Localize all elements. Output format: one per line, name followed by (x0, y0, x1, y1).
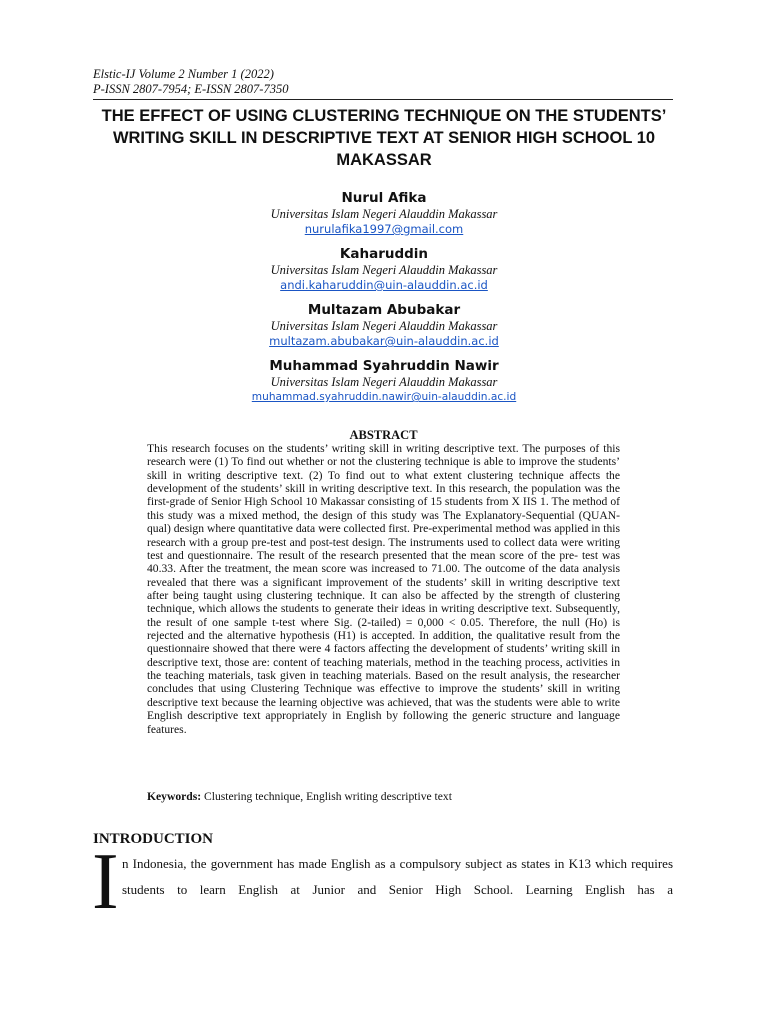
header-divider (93, 99, 673, 100)
author-name: Multazam Abubakar (307, 302, 461, 318)
drop-cap: I (92, 838, 119, 926)
author-affiliation: Universitas Islam Negeri Alauddin Makassar (270, 263, 498, 277)
keywords-text: Clustering technique, English writing descriptive text (201, 790, 452, 803)
paper-title: THE EFFECT OF USING CLUSTERING TECHNIQUE ON THE STUDENTS’ WRITING SKILL IN DESCRIPTIVE TEXT AT SENIOR HIGH SCHOOL 10 MAKASSAR (101, 107, 667, 169)
abstract-text: This research focuses on the students’ writing skill in writing descriptive text. The purposes of this research were (1) To find out whether or not the clustering technique is able to improve the students’ skill in writing descriptive text. (2) To find out to what extent clustering technique affects the development of the students’ skill in writing descriptive text. In this research, the population was the first-grade of Senior High School 10 Makassar consisting of 15 students from X IIS 1. The method of this study was a mixed method, the design of this study was The Explanatory-Sequential (QUAN-qual) design where quantitative data were collected first. Pre-experimental method was applied in this research with a group pre-test and post-test design. The instruments used to collect data were writing test and questionnaire. The result of the research presented that the mean score of the pre- test was 40.33. After the treatment, the mean score was increased to 71.00. The outcome of the data analysis revealed that there was a significant improvement of the students’ skill in writing descriptive text after being taught using clustering technique. It can also be affected by the strength of clustering technique, which allows the students to generate their ideas in writing descriptive text. Subsequently, the result of one sample t-test where Sig. (2-tailed) = 0,000 < 0.05. Therefore, the null (Ho) is rejected and the alternative hypothesis (H1) is accepted. In addition, the qualitative result from the questionnaire showed that there were 4 factors affecting the development of students’ writing skill in descriptive text, those are: content of teaching materials, method in the teaching process, activities in the teaching materials, task given in teaching materials. Based on the result analysis, the researcher concludes that using Clustering Technique was effective to improve the students’ skill in writing descriptive text because the learning objective was achieved, that was the students were able to write English descriptive text appropriately in English by following the generic structure and language features. (147, 442, 620, 736)
author-affiliation: Universitas Islam Negeri Alauddin Makassar (270, 375, 498, 389)
author-block-2 (60, 246, 708, 292)
author-affiliation: Universitas Islam Negeri Alauddin Makassar (270, 319, 498, 333)
author-email-link[interactable]: multazam.abubakar@uin-alauddin.ac.id (269, 334, 499, 348)
keywords-line (147, 790, 620, 804)
author-block-4 (60, 358, 708, 404)
author-block-1 (60, 190, 708, 236)
author-name: Muhammad Syahruddin Nawir (269, 358, 499, 374)
author-name: Kaharuddin (339, 246, 429, 262)
introduction-text: n Indonesia, the government has made English as a compulsory subject as states in K13 which requires students to learn English at Junior and Senior High School. Learning English has a (122, 856, 673, 897)
journal-issn-line: P-ISSN 2807-7954; E-ISSN 2807-7350 (93, 82, 289, 96)
author-block-3 (60, 302, 708, 348)
keywords-label: Keywords: (147, 790, 202, 803)
abstract-heading: ABSTRACT (349, 428, 418, 442)
author-affiliation: Universitas Islam Negeri Alauddin Makassar (270, 207, 498, 221)
author-name: Nurul Afika (341, 190, 427, 206)
journal-issue-line: Elstic-IJ Volume 2 Number 1 (2022) (93, 67, 274, 81)
journal-header (93, 67, 288, 97)
author-email-link[interactable]: andi.kaharuddin@uin-alauddin.ac.id (280, 278, 488, 292)
introduction-heading: INTRODUCTION (93, 831, 214, 847)
author-email-link[interactable]: nurulafika1997@gmail.com (304, 222, 464, 236)
author-email-link[interactable]: muhammad.syahruddin.nawir@uin-alauddin.ac.id (251, 391, 517, 403)
